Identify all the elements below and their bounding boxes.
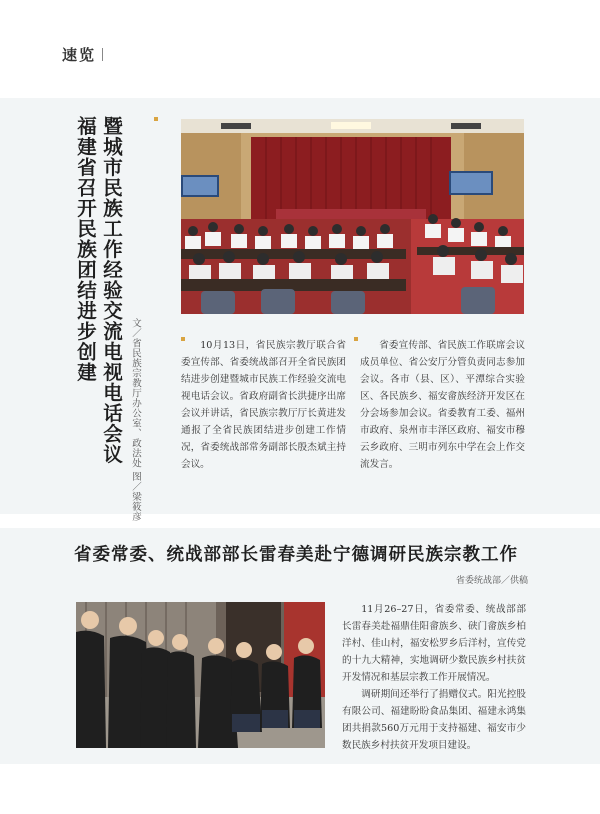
article1-column1 xyxy=(181,337,346,473)
accent-dot xyxy=(154,117,158,121)
article2-title: 省委常委、统战部部长雷春美赴宁德调研民族宗教工作 xyxy=(74,545,518,565)
article1-column2 xyxy=(360,337,525,473)
article1-credit: 文／省民族宗教厅办公室、政法处 图／梁筱彦 xyxy=(130,318,141,522)
article1-paragraph: 10月13日，省民族宗教厅联合省委宣传部、省委统战部召开全省民族团结进步创建暨城市民族工作经验交流电视电话会议。省政府副省长洪捷序出席会议并讲话，省民族宗教厅厅长黄进发通报了全省民族团结进步创建工作情况，省委统战部常务副部长殷杰斌主持会议。 xyxy=(181,340,346,470)
article2-paragraph1: 11月26–27日，省委常委、统战部部长雷春美赴福鼎佳阳畲族乡、硖门畲族乡柏洋村、佳山村，福安松罗乡后洋村，宣传党的十九大精神，实地调研少数民族乡村扶贫开发情况和基层宗教工作开展情况。 xyxy=(342,604,526,683)
section-header xyxy=(62,44,103,65)
section-label: 速览 xyxy=(62,46,97,64)
accent-dot xyxy=(354,337,358,341)
article1-paragraph: 省委宣传部、省民族工作联席会议成员单位、省公安厅分管负责同志参加会议。各市（县、区）、平潭综合实验区、各民族乡、福安畲族经济开发区在分会场参加会议。省委教育工委、福州市政府、泉州市丰泽区政府、福安市穆云乡政府、三明市列东中学在会上作交流发言。 xyxy=(360,340,525,470)
meeting-photo xyxy=(181,119,524,314)
header-divider xyxy=(102,48,103,61)
article1-title-line1: 福建省召开民族团结进步创建 xyxy=(74,116,97,383)
visit-photo xyxy=(76,602,325,748)
article2-body xyxy=(342,601,526,754)
article2-credit: 省委统战部／供稿 xyxy=(455,576,528,586)
article1-title-line2: 暨城市民族工作经验交流电视电话会议 xyxy=(100,116,123,465)
article2-paragraph2: 调研期间还举行了捐赠仪式。阳光控股有限公司、福建盼盼食品集团、福建永鸿集团共捐款560万元用于支持福建、福安市少数民族乡村扶贫开发项目建设。 xyxy=(342,689,526,751)
